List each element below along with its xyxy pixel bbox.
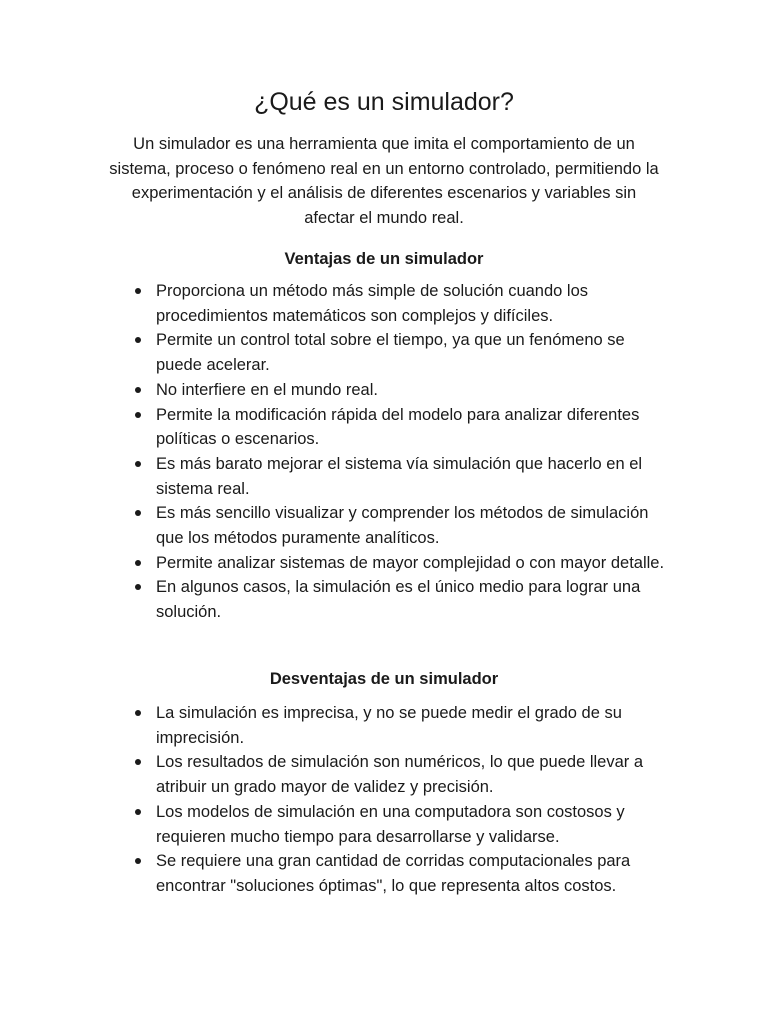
list-item-text: Permite un control total sobre el tiempo, ya que un fenómeno se puede acelerar. bbox=[156, 331, 625, 375]
list-item bbox=[156, 849, 668, 898]
list-item bbox=[156, 452, 668, 501]
list-item-text: Se requiere una gran cantidad de corridas computacionales para encontrar "soluciones óptimas", lo que representa altos costos. bbox=[156, 852, 631, 895]
bullet-icon bbox=[135, 387, 141, 393]
ventajas-heading: Ventajas de un simulador bbox=[284, 250, 484, 268]
list-item-text: La simulación es imprecisa, y no se puede medir el grado de su imprecisión. bbox=[156, 704, 622, 747]
list-item bbox=[156, 279, 668, 328]
list-item bbox=[156, 750, 668, 799]
bullet-icon bbox=[135, 858, 141, 864]
page-title: ¿Qué es un simulador? bbox=[254, 88, 514, 116]
bullet-icon bbox=[135, 710, 141, 716]
bullet-icon bbox=[135, 412, 141, 418]
list-item bbox=[156, 378, 668, 403]
desventajas-list bbox=[156, 701, 668, 899]
list-item-text: Permite la modificación rápida del modelo para analizar diferentes políticas o escenarios. bbox=[156, 405, 640, 449]
list-item-text: Proporciona un método más simple de solución cuando los procedimientos matemáticos son complejos y difíciles. bbox=[156, 282, 588, 325]
bullet-icon bbox=[135, 809, 141, 815]
desventajas-heading: Desventajas de un simulador bbox=[269, 670, 499, 688]
bullet-icon bbox=[135, 337, 141, 343]
list-item bbox=[156, 501, 668, 550]
list-item bbox=[156, 403, 668, 452]
list-item bbox=[156, 551, 668, 576]
list-item-text: Es más sencillo visualizar y comprender los métodos de simulación que los métodos puramente analíticos. bbox=[156, 504, 649, 548]
bullet-icon bbox=[135, 560, 141, 566]
intro-paragraph: Un simulador es una herramienta que imita el comportamiento de un sistema, proceso o fenómeno real en un entorno controlado, permitiendo la experimentación y el análisis de diferentes escenarios y variables sin afectar el mundo real. bbox=[109, 135, 659, 227]
list-item-text: Permite analizar sistemas de mayor complejidad o con mayor detalle. bbox=[156, 553, 665, 572]
list-item bbox=[156, 701, 668, 750]
list-item-text: Los resultados de simulación son numéricos, lo que puede llevar a atribuir un grado mayor de validez y precisión. bbox=[156, 753, 644, 797]
list-item bbox=[156, 328, 668, 377]
list-item bbox=[156, 575, 668, 624]
bullet-icon bbox=[135, 288, 141, 294]
bullet-icon bbox=[135, 759, 141, 765]
list-item bbox=[156, 800, 668, 849]
ventajas-list bbox=[156, 279, 668, 625]
bullet-icon bbox=[135, 461, 141, 467]
list-item-text: Es más barato mejorar el sistema vía simulación que hacerlo en el sistema real. bbox=[156, 454, 643, 498]
list-item-text: En algunos casos, la simulación es el único medio para lograr una solución. bbox=[156, 578, 641, 622]
list-item-text: Los modelos de simulación en una computadora son costosos y requieren mucho tiempo para desarrollarse y validarse. bbox=[156, 802, 625, 846]
bullet-icon bbox=[135, 510, 141, 516]
list-item-text: No interfiere en el mundo real. bbox=[156, 380, 378, 399]
bullet-icon bbox=[135, 584, 141, 590]
